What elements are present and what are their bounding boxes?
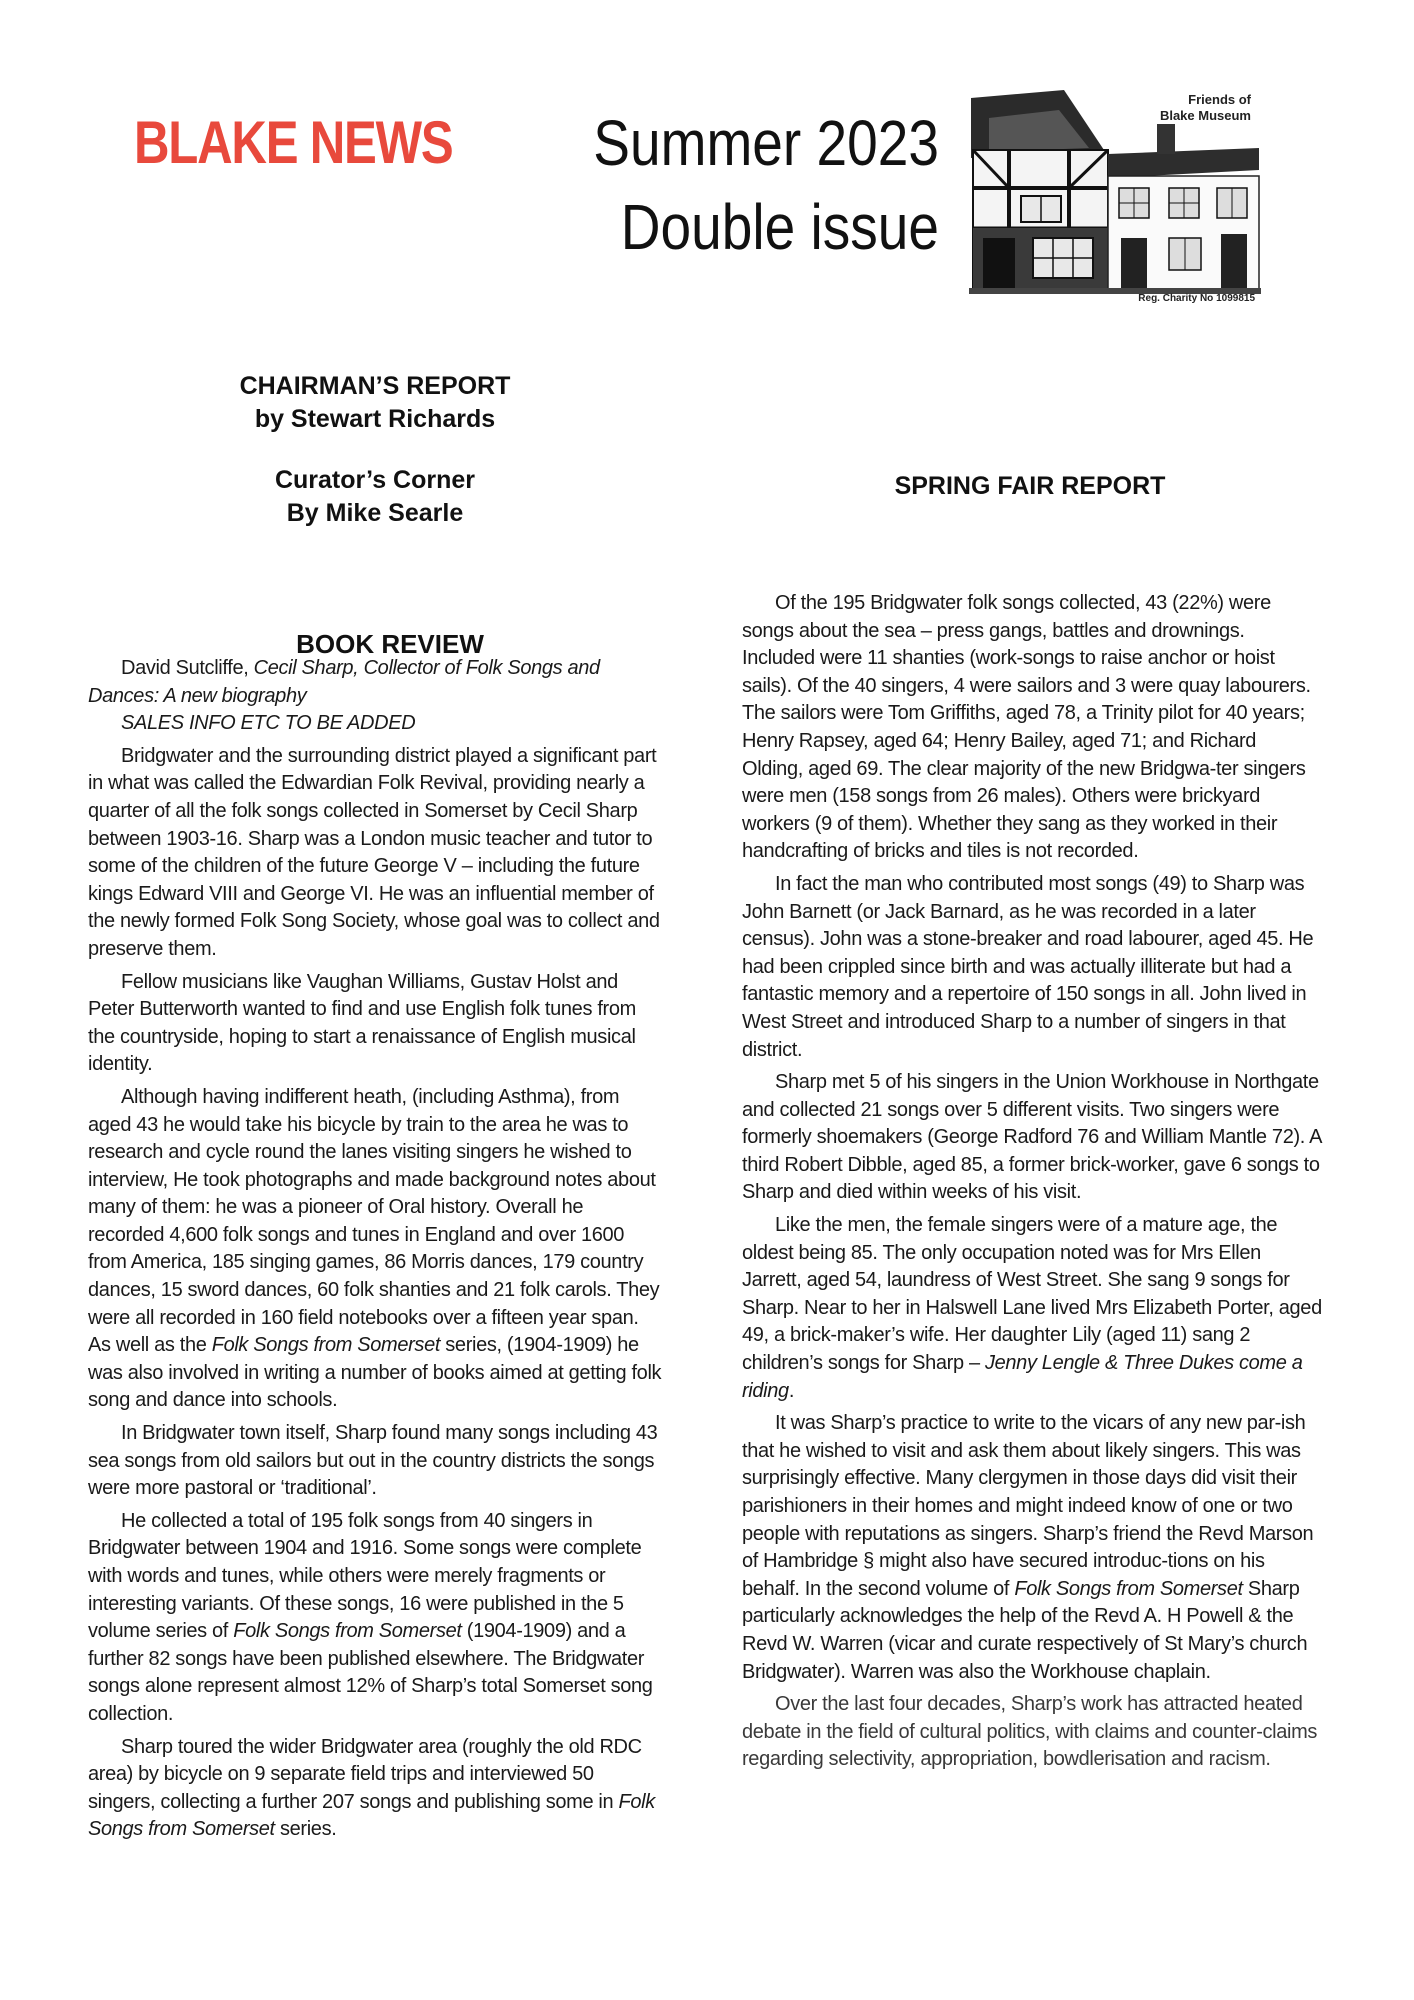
issue-line-season: Summer 2023: [593, 107, 939, 179]
folk-songs-continued-body: [742, 590, 1322, 1774]
chairman-report-byline: by Stewart Richards: [254, 405, 496, 433]
paragraph: In Bridgwater town itself, Sharp found many songs including 43 sea songs from old sailors but out in the country districts the songs were more pastoral or ‘traditional’.: [88, 1422, 658, 1500]
paragraph: [88, 1084, 663, 1415]
paragraph-text: series.: [274, 1818, 337, 1841]
paragraph-text: It was Sharp’s practice to write to the vicars of any new par-ish that he wished to visit and ask them about likely singers. This was surprisingly effective. Many clergymen in those days did visit their parishioners in their homes and might indeed know of one or two people with reputations as singers. Sharp’s friend the Revd Marson of Hambridge § might also have secured introduc-tions on his behalf. In the second volume of: [742, 1412, 1314, 1600]
paragraph: Of the 195 Bridgwater folk songs collected, 43 (22%) were songs about the sea – press gangs, battles and drownings. Included were 11 shanties (work-songs to raise anchor or hoist sails). Of the 40 singers, 4 were sailors and 3 were quay labourers. The sailors were Tom Griffiths, aged 78, a Trinity pilot for 40 years; Henry Rapsey, aged 64; Henry Bailey, aged 71; and Richard Olding, aged 69. The clear majority of the new Bridgwa-ter singers were men (158 songs from 26 males). Others were brickyard workers (9 of them). Whether they sang as they worked in their handcrafting of bricks and tiles is not recorded.: [742, 592, 1311, 863]
paragraph-italic: Folk Songs from Somerset: [88, 1790, 655, 1841]
book-review-body: [88, 655, 663, 1844]
paragraph-italic: Jenny Lengle & Three Dukes come a riding: [742, 1352, 1303, 1402]
paragraph: Fellow musicians like Vaughan Williams, Gustav Holst and Peter Butterworth wanted to find and use English folk tunes from the countryside, hoping to start a renaissance of English musical identity.: [88, 970, 636, 1076]
masthead-title: BLAKE NEWS: [134, 109, 453, 176]
paragraph: [742, 1212, 1322, 1405]
logo-caption-line1: Friends of: [1188, 92, 1251, 107]
chairman-report-heading: [190, 370, 560, 436]
paragraph-text: series, (1904-1909) he was also involved in writing a number of books aimed at getting folk song and dance into schools.: [88, 1334, 662, 1412]
paragraph-italic: Folk Songs from Somerset: [233, 1620, 462, 1643]
logo-caption: [1160, 92, 1251, 124]
paragraph-italic: Folk Songs from Somerset: [1014, 1577, 1243, 1600]
paragraph-text: .: [788, 1379, 795, 1402]
curator-corner-byline: By Mike Searle: [286, 499, 464, 527]
book-citation: [88, 655, 663, 710]
curator-corner-title: Curator’s Corner: [274, 466, 476, 494]
book-citation-title: Cecil Sharp, Collector of Folk Songs and Dances: A new biography: [88, 657, 600, 707]
logo-caption-line2: Blake Museum: [1159, 108, 1251, 123]
paragraph-text: He collected a total of 195 folk songs from 40 singers in Bridgwater between 1904 and 1916. Some songs were complete with words and tunes, while others were merely fragments or interesting variants. Of these songs, 16 were published in the 5 volume series of: [88, 1509, 642, 1643]
issue-line-double: Double issue: [620, 191, 939, 263]
paragraph-text: Although having indifferent heath, (including Asthma), from aged 43 he would take his bicycle by train to the area he was to research and cycle round the lanes visiting singers he wished to interview, He took photographs and made background notes about many of them: he was a pioneer of Oral history. Overall he recorded 4,600 folk songs and tunes in England and over 1600 from America, 185 singing games, 86 Morris dances, 179 country dances, 15 sword dances, 60 folk shanties and 21 folk carols. They were all recorded in 160 field notebooks over a fifteen year span. As well as the: [88, 1085, 660, 1357]
book-citation-author: David Sutcliffe,: [121, 657, 254, 679]
paragraph-italic: Folk Songs from Somerset: [211, 1334, 441, 1357]
paragraph-text: Sharp particularly acknowledges the help of the Revd A. H Powell & the Revd W. Warren (vicar and curate respectively of St Mary’s church Bridgwater). Warren was also the Workhouse chaplain.: [742, 1577, 1308, 1683]
chairman-report-title: CHAIRMAN’S REPORT: [239, 372, 511, 400]
paragraph-text: Sharp toured the wider Bridgwater area (roughly the old RDC area) by bicycle on 9 separate field trips and interviewed 50 singers, collecting a further 207 songs and publishing some in: [88, 1735, 642, 1813]
paragraph: [742, 1410, 1322, 1686]
paragraph-text: (1904-1909) and a further 82 songs have been published elsewhere. The Bridgwater songs alone represent almost 12% of Sharp’s total Somerset song collection.: [88, 1620, 653, 1725]
paragraph-text: Like the men, the female singers were of a mature age, the oldest being 85. The only occupation noted was for Mrs Ellen Jarrett, aged 54, laundress of West Street. She sang 9 songs for Sharp. Near to her in Halswell Lane lived Mrs Elizabeth Porter, aged 49, a brick-maker’s wife. Her daughter Lily (aged 11) sang 2 children’s songs for Sharp –: [742, 1214, 1322, 1375]
book-review-heading: BOOK REVIEW: [296, 629, 484, 659]
paragraph: Bridgwater and the surrounding district played a significant part in what was called the Edwardian Folk Revival, providing nearly a quarter of all the folk songs collected in Somerset by Cecil Sharp between 1903-16. Sharp was a London music teacher and tutor to some of the children of the future George V – including the future kings Edward VIII and George VI. He was an influential member of the newly formed Folk Song Society, whose goal was to collect and preserve them.: [88, 744, 660, 960]
charity-registration: Reg. Charity No 1099815: [1138, 293, 1255, 304]
paragraph: Sharp met 5 of his singers in the Union Workhouse in Northgate and collected 21 songs over 5 different visits. Two singers were formerly shoemakers (George Radford 76 and William Mantle 72). A third Robert Dibble, aged 85, a former brick-worker, gave 6 songs to Sharp and died within weeks of his visit.: [742, 1071, 1321, 1204]
paragraph: [88, 1734, 663, 1844]
curator-corner-heading: [190, 464, 560, 530]
paragraph: In fact the man who contributed most songs (49) to Sharp was John Barnett (or Jack Barnard, as he was recorded in a later census). John was a stone-breaker and road labourer, aged 45. He had been crippled since birth and was actually illiterate but had a fantastic memory and a repertoire of 150 songs in all. John lived in West Street and introduced Sharp to a number of singers in that district.: [742, 872, 1314, 1061]
sales-info-note: SALES INFO ETC TO BE ADDED: [121, 712, 416, 735]
spring-fair-heading: SPRING FAIR REPORT: [894, 472, 1166, 500]
paragraph: [88, 1508, 663, 1729]
paragraph: Over the last four decades, Sharp’s work has attracted heated debate in the field of cultural politics, with claims and counter-claims regarding selectivity, appropriation, bowdlerisation and racism.: [742, 1693, 1318, 1771]
museum-logo: [969, 88, 1261, 304]
